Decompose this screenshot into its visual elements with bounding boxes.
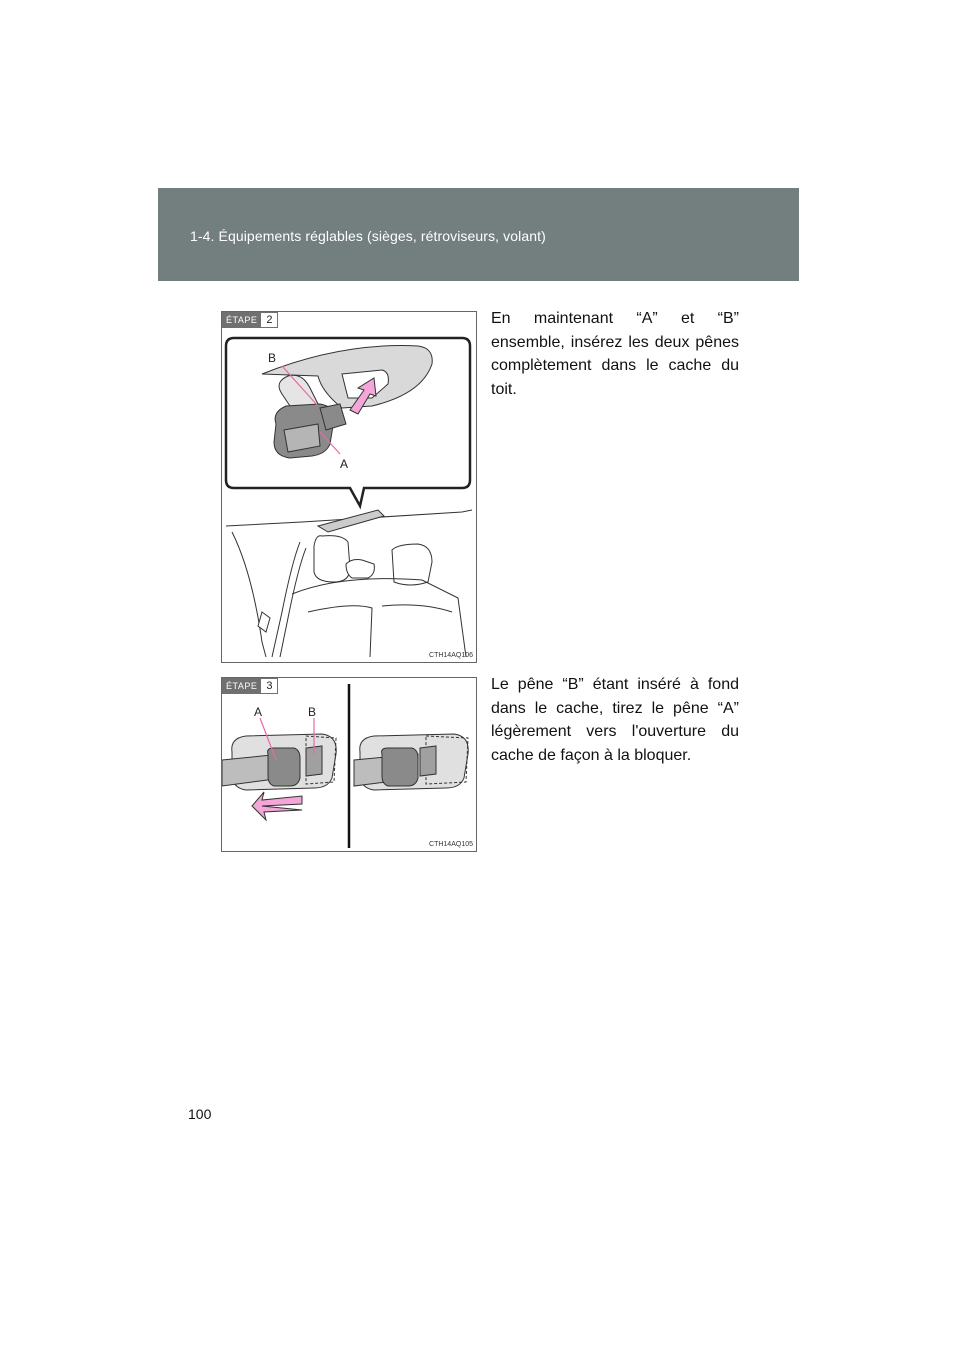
section-title: 1-4. Équipements réglables (sièges, rétroviseurs, volant) [190, 228, 546, 244]
label-a-step2: A [340, 457, 349, 471]
label-b-step2: B [268, 351, 277, 365]
step-number: 3 [261, 678, 278, 694]
header-band [158, 188, 799, 281]
step-number: 2 [261, 312, 278, 328]
illustration-step-2 [222, 312, 476, 662]
step-tag-3 [222, 678, 278, 694]
illustration-step-3 [222, 678, 476, 851]
label-a-step3: A [254, 705, 263, 719]
figure-step-3 [221, 677, 477, 852]
instruction-step-3: Le pêne “B” étant inséré à fond dans le cache, tirez le pêne “A” légèrement vers l'ouverture du cache de façon à la bloquer. [491, 676, 739, 764]
instruction-step-2: En maintenant “A” et “B” ensemble, insérez les deux pênes complètement dans le cache du toit. [491, 310, 739, 398]
step-tag-2 [222, 312, 278, 328]
figure-code-step2: CTH14AQ106 [429, 652, 473, 659]
step-word: ÉTAPE [222, 312, 261, 328]
figure-code-step3: CTH14AQ105 [429, 841, 473, 848]
label-b-step3: B [308, 705, 317, 719]
figure-step-2 [221, 311, 477, 663]
page-number: 100 [188, 1106, 212, 1122]
step-word: ÉTAPE [222, 678, 261, 694]
